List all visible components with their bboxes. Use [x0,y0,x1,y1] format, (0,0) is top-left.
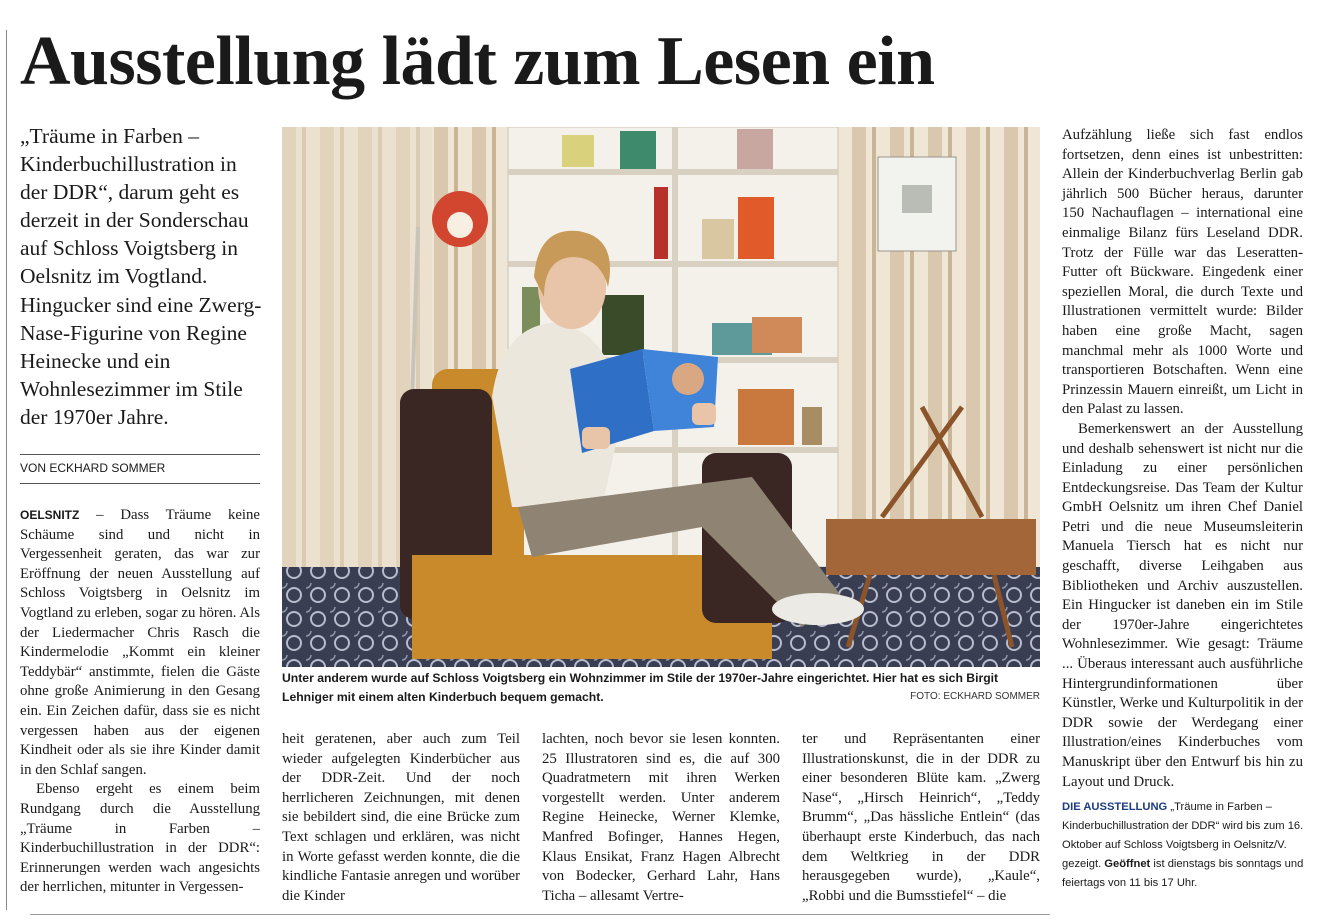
left-column-rule [6,30,7,910]
paragraph: Ebenso ergeht es einem beim Rundgang durch die Ausstellung „Träume in Farben – Kinderbuchillustration in der DDR“: Erinnerungen werden wach angesichts der herrlichen, mitunter in Vergessen- [20,781,260,896]
photo-credit: FOTO: ECKHARD SOMMER [910,691,1040,702]
article-column-4: ter und Repräsentanten einer Illustrationskunst, die in der DDR zu einer besonderen Blüte kam. „Zwerg Nase“, „Hirsch Heinrich“, „Teddy Brumm“, „Das hässliche Entlein“ (das überhaupt erste Kinderbuch, das nach dem Weltkrieg in der DDR herausgegeben wurde), „Kaule“, „Robbi und die Bumsstiefel“ – die [802,731,1040,904]
info-text: „Träume in Farben – Kinderbuchillustration der DDR“ wird bis zum 16. Oktober auf Schloss Voigtsberg in Oelsnitz/V. gezeigt. [1062,801,1304,870]
headline: Ausstellung lädt zum Lesen ein [20,23,935,100]
exhibition-info-box [1062,798,1307,893]
dateline: OELSNITZ [20,508,80,522]
paragraph [20,506,260,780]
info-text-opening: ist dienstags bis sonntags und feiertags von 11 bis 17 Uhr. [1062,858,1304,889]
byline-rule-bottom [20,483,260,484]
info-keyword: DIE AUSSTELLUNG [1062,801,1168,813]
byline-rule-top [20,454,260,455]
paragraph-text: – Dass Träume keine Schäume sind und nicht in Vergessenheit geraten, das war zur Eröffnung der neuen Ausstellung auf Schloss Voigtsberg in Oelsnitz im Vogtland zu erleben, sogar zu hören. Als der Liedermacher Chris Rasch die Kindermelodie „Kommt ein kleiner Teddybär“ anstimmte, fielen die Gäste ohne große Animierung in den Gesang ein. Ein Zeichen dafür, dass sie es nicht vergessen haben aus der eigenen Kindheit oder als sie ihre Kinder damit in den Schlaf sangen. [20,507,260,778]
article-column-5 [1062,126,1303,792]
teaser: „Träume in Farben – Kinderbuchillustration in der DDR“, darum geht es derzeit in der Sonderschau auf Schloss Voigtsberg in Oelsnitz im Vogtland. Hingucker sind eine Zwerg-Nase-Figurine von Regine Heinecke und ein Wohnlesezimmer im Stile der 1970er Jahre. [20,124,262,429]
photo-reading-woman-in-armchair [282,127,1040,667]
paragraph: Bemerkenswert an der Ausstellung und deshalb sehenswert ist nicht nur die Einladung zu einer persönlichen Entdeckungsreise. Das Team der Kultur GmbH Oelsnitz um ihren Chef Daniel Petri und die neue Museumsleiterin Manuela Tiersch hat es nicht nur geschafft, diverse Leihgaben aus Bibliotheken und Archiv auszustellen. Ein Hingucker ist daneben ein im Stile der 1970er-Jahre eingerichtetes Wohnlesezimmer. Wie gesagt: Träume ... Überaus interessant auch ausführliche Hintergrundinformationen über Künstler, Werke und Kulturpolitik in der DDR sowie der Werdegang einer Illustration/eines Kinderbuches vom Manuskript über den Entwurf bis hin zu Layout und Druck. [1062,420,1303,790]
article-column-1 [20,506,260,898]
article-photo [282,127,1040,667]
paragraph: Aufzählung ließe sich fast endlos fortsetzen, denn eines ist unbestritten: Allein der Kinderbuchverlag Berlin gab jährlich 500 Bücher heraus, darunter 150 Nachauflagen – international eine einmalige Bilanz fürs Leseland DDR. Trotz der Fülle war das Leseratten-Futter oft Bückware. Eingedenk einer speziellen Moral, die durch Texte und Illustrationen vermittelt wurde: Bilder haben eine große Macht, sagen manchmal mehr als 1000 Worte und transportieren Botschaften. Wenn eine Prinzessin Mauern einreißt, um Licht in den Palast zu lassen. [1062,127,1303,418]
article-column-3: lachten, noch bevor sie lesen konnten. 25 Illustratoren sind es, die auf 300 Quadratmetern mit ihren Werken vorgestellt werden. Unter anderem Regine Heinecke, Werner Klemke, Manfred Bofinger, Hannes Hegen, Klaus Ensikat, Franz Hagen Albrecht von Bodecker, Gerhard Lahr, Hans Ticha – allesamt Vertre- [542,731,780,904]
photo-caption: Unter anderem wurde auf Schloss Voigtsberg ein Wohnzimmer im Stile der 1970er-Jahre eingerichtet. Hier hat es sich Birgit Lehniger mit einem alten Kinderbuch bequem gemacht. [282,671,999,704]
article-column-2: heit geratenen, aber auch zum Teil wieder aufgelegten Kinderbücher aus der DDR-Zeit. Und der noch herrlicheren Zeichnungen, mit denen sie bebildert sind, die eine Brücke zum Text schlagen und erklären, was nicht in Worte gefasst werden konnte, die die kindliche Fantasie anregen und worüber die Kinder [282,731,520,904]
info-keyword-opening: Geöffnet [1104,858,1151,870]
bottom-rule [30,914,1050,915]
byline: VON ECKHARD SOMMER [20,461,166,475]
